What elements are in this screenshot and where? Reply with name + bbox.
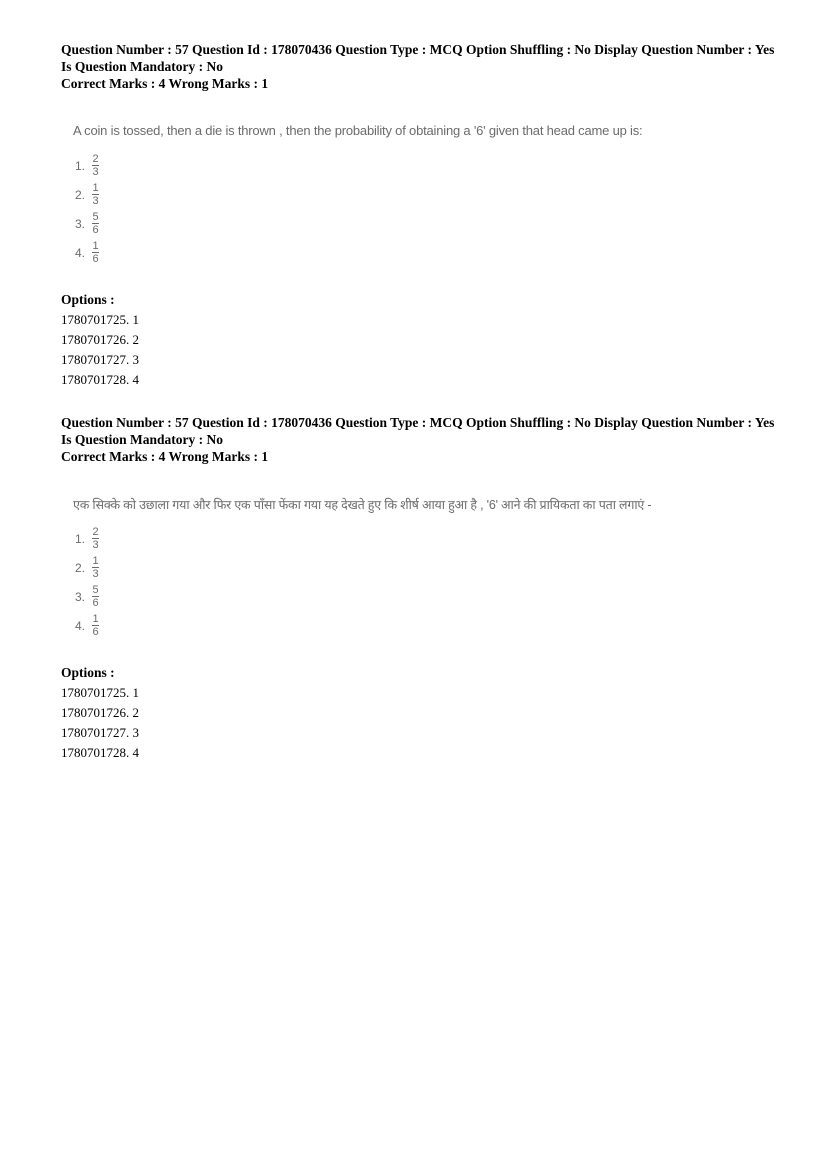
denominator: 6 bbox=[92, 597, 99, 609]
denominator: 3 bbox=[92, 568, 99, 580]
options-section bbox=[61, 665, 781, 763]
choice-number: 1. bbox=[75, 531, 86, 546]
numerator: 5 bbox=[92, 211, 99, 223]
option-line: 1780701725. 1 bbox=[61, 685, 139, 700]
numerator: 1 bbox=[92, 555, 99, 567]
option-line: 1780701726. 2 bbox=[61, 332, 139, 347]
fraction bbox=[92, 183, 99, 206]
option-line: 1780701726. 2 bbox=[61, 705, 139, 720]
numerator: 2 bbox=[92, 153, 99, 165]
question-meta-line: Question Number : 57 Question Id : 178070436 Question Type : MCQ Option Shuffling : No Display Question Number : Yes bbox=[61, 415, 775, 430]
denominator: 3 bbox=[92, 166, 99, 178]
fraction bbox=[92, 585, 99, 608]
fraction bbox=[92, 556, 99, 579]
mandatory-line: Is Question Mandatory : No bbox=[61, 59, 224, 74]
choice-number: 3. bbox=[75, 589, 86, 604]
marks-line: Correct Marks : 4 Wrong Marks : 1 bbox=[61, 76, 269, 91]
question-meta-line: Question Number : 57 Question Id : 178070436 Question Type : MCQ Option Shuffling : No Display Question Number : Yes bbox=[61, 42, 775, 57]
numerator: 2 bbox=[92, 526, 99, 538]
numerator: 1 bbox=[92, 613, 99, 625]
question-header bbox=[61, 414, 781, 465]
choice-number: 2. bbox=[75, 187, 86, 202]
question-text: एक सिक्के को उछाला गया और फिर एक पाँसा फेंका गया यह देखते हुए कि शीर्ष आया हुआ है , '6' आने की प्रायिकता का पता लगाएं - bbox=[73, 498, 652, 512]
marks-line: Correct Marks : 4 Wrong Marks : 1 bbox=[61, 449, 269, 464]
choice-number: 4. bbox=[75, 618, 86, 633]
fraction bbox=[92, 212, 99, 235]
choice bbox=[75, 241, 99, 264]
denominator: 3 bbox=[92, 195, 99, 207]
numerator: 1 bbox=[92, 240, 99, 252]
question-header bbox=[61, 41, 781, 92]
denominator: 6 bbox=[92, 224, 99, 236]
numerator: 1 bbox=[92, 182, 99, 194]
options-label: Options : bbox=[61, 665, 115, 680]
option-line: 1780701728. 4 bbox=[61, 745, 139, 760]
choice bbox=[75, 556, 99, 579]
fraction bbox=[92, 154, 99, 177]
question-image bbox=[61, 118, 761, 270]
choice bbox=[75, 154, 99, 177]
choice bbox=[75, 212, 99, 235]
denominator: 3 bbox=[92, 539, 99, 551]
choice-number: 4. bbox=[75, 245, 86, 260]
options-label: Options : bbox=[61, 292, 115, 307]
option-line: 1780701727. 3 bbox=[61, 725, 139, 740]
options-section bbox=[61, 292, 781, 390]
choice-number: 2. bbox=[75, 560, 86, 575]
option-line: 1780701725. 1 bbox=[61, 312, 139, 327]
option-line: 1780701727. 3 bbox=[61, 352, 139, 367]
choice bbox=[75, 585, 99, 608]
choice bbox=[75, 527, 99, 550]
choice-number: 1. bbox=[75, 158, 86, 173]
question-image bbox=[61, 491, 771, 643]
fraction bbox=[92, 527, 99, 550]
denominator: 6 bbox=[92, 253, 99, 265]
mandatory-line: Is Question Mandatory : No bbox=[61, 432, 224, 447]
choice-number: 3. bbox=[75, 216, 86, 231]
option-line: 1780701728. 4 bbox=[61, 372, 139, 387]
choice bbox=[75, 614, 99, 637]
numerator: 5 bbox=[92, 584, 99, 596]
fraction bbox=[92, 614, 99, 637]
denominator: 6 bbox=[92, 626, 99, 638]
choice bbox=[75, 183, 99, 206]
fraction bbox=[92, 241, 99, 264]
question-text: A coin is tossed, then a die is thrown , then the probability of obtaining a '6' given that head came up is: bbox=[73, 123, 643, 138]
